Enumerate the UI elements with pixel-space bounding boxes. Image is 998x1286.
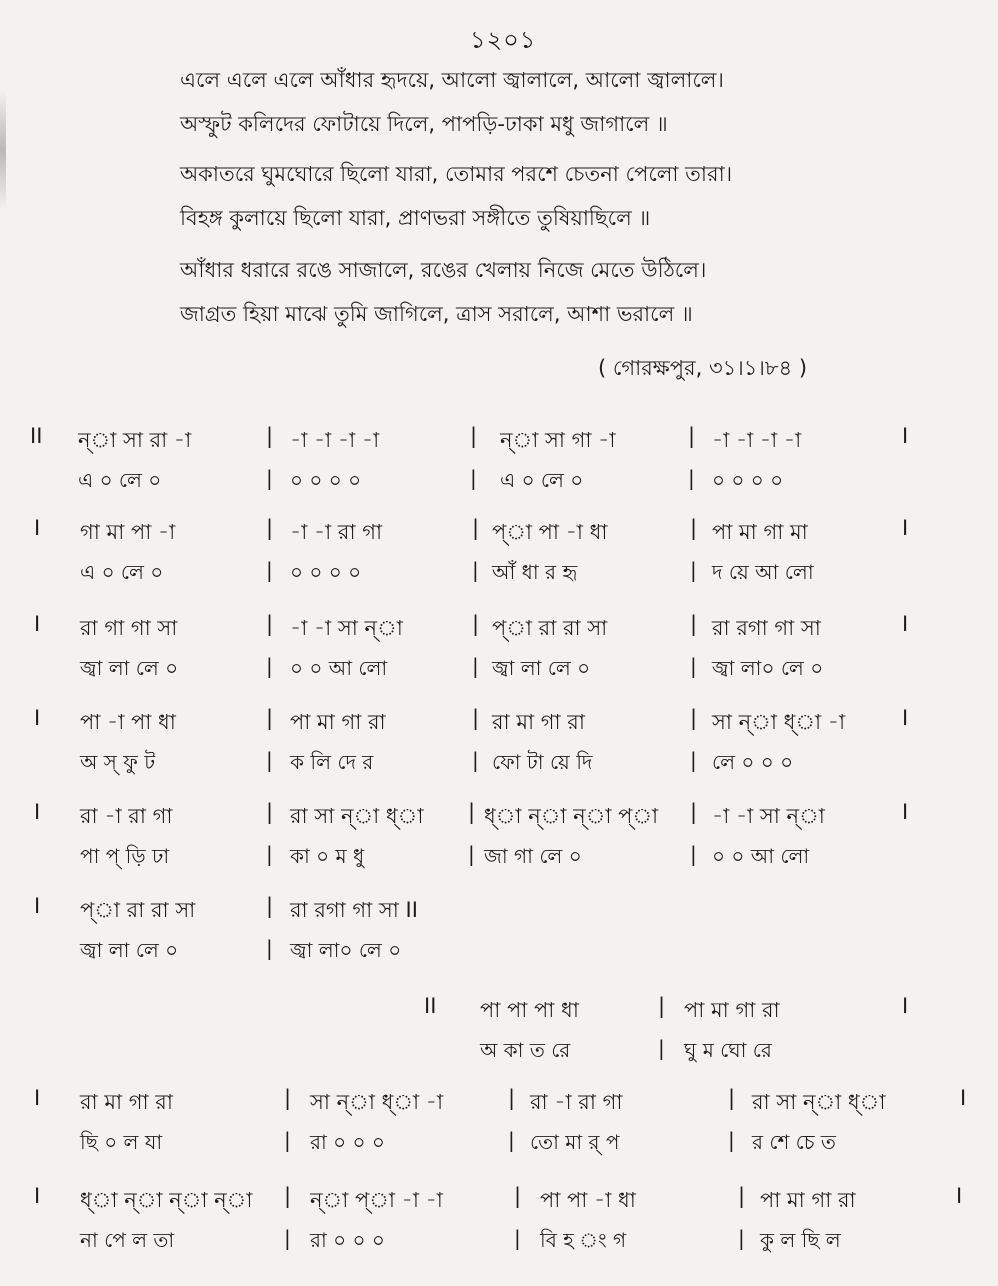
bar-line: | (728, 1086, 736, 1110)
lyric-syllables: লে ০ ০ ০ (712, 750, 794, 774)
swara-group: পা মা গা মা (712, 520, 808, 544)
bar-end-sign: I (956, 1184, 963, 1208)
bar-line: | (266, 800, 274, 824)
bar-line: | (514, 1226, 521, 1250)
swara-group: ন্‌া প্‌া -া -া (310, 1188, 443, 1212)
bar-line: | (470, 424, 478, 448)
bar-line: | (690, 516, 698, 540)
swara-group: -া -া রা গা (290, 520, 383, 544)
swara-group: পা পা -া ধা (540, 1188, 636, 1212)
swara-group: পা মা গা রা (290, 710, 386, 734)
bar-line: | (472, 654, 479, 678)
swara-group: পা মা গা রা (760, 1188, 856, 1212)
swara-group: -া -া সা ন্‌া (712, 804, 825, 828)
lyric-syllables: ক লি দে র (290, 750, 374, 774)
swara-group: -া -া সা ন্‌া (290, 616, 403, 640)
swara-group: রা -া রা গা (530, 1090, 623, 1114)
bar-end-sign: I (902, 516, 909, 540)
lyric-syllables: না পে ল তা (80, 1228, 175, 1252)
lyric-syllables: জ্বা লা লে ০ (80, 656, 179, 680)
lyric-syllables: অ স্ ফু ট (80, 750, 156, 774)
notation-row (0, 1086, 998, 1154)
bar-line: | (690, 706, 698, 730)
swara-group: রা মা গা রা (492, 710, 585, 734)
lyric-syllables: ০ ০ আ লো (290, 656, 388, 680)
bar-line: | (728, 1128, 735, 1152)
bar-line: | (690, 612, 698, 636)
bar-end-sign: I (902, 612, 909, 636)
bar-line: | (688, 466, 695, 490)
bar-line: | (738, 1184, 746, 1208)
repeat-sign: II (30, 424, 43, 448)
repeat-sign: I (34, 1184, 41, 1208)
page-number: ১২০১ (470, 26, 537, 54)
lyric-syllables: জ্বা লা লে ০ (492, 656, 591, 680)
bar-line: | (266, 654, 273, 678)
lyric-syllables: এ ০ লে ০ (80, 560, 164, 584)
swara-group: পা পা পা ধা (480, 998, 579, 1022)
bar-line: | (472, 558, 479, 582)
swara-group: -া -া -া -া (290, 428, 380, 452)
source-date: ( গোরক্ষপুর, ৩১।১।৮৪ ) (598, 356, 808, 380)
bar-line: | (472, 706, 480, 730)
repeat-sign: I (34, 612, 41, 636)
notation-row (0, 706, 998, 774)
lyric-line: এলে এলে এলে আঁধার হৃদয়ে, আলো জ্বালালে, আলো জ্বালালে। (180, 68, 724, 92)
notation-row (0, 516, 998, 584)
swara-group: গা মা পা -া (80, 520, 176, 544)
notation-row (0, 994, 998, 1062)
lyric-syllables: জা গা লে ০ (484, 844, 582, 868)
bar-line: | (468, 800, 476, 824)
swara-group: ধ্‌া ন্‌া ন্‌া প্‌া (484, 804, 659, 828)
repeat-sign: I (34, 800, 41, 824)
notation-row (0, 1184, 998, 1252)
bar-line: | (690, 558, 697, 582)
bar-line: | (508, 1086, 516, 1110)
bar-line: | (266, 516, 274, 540)
bar-line: | (266, 558, 273, 582)
lyric-syllables: এ ০ লে ০ (500, 468, 584, 492)
lyric-syllables: রা ০ ০ ০ (310, 1228, 385, 1252)
notation-row (0, 894, 998, 962)
lyric-syllables: ফো টা য়ে দি (492, 750, 593, 774)
bar-end-sign: I (902, 424, 909, 448)
bar-line: | (284, 1226, 291, 1250)
repeat-sign: I (34, 706, 41, 730)
swara-group: রা রগা গা সা (712, 616, 821, 640)
bar-line: | (658, 1036, 665, 1060)
bar-line: | (468, 842, 475, 866)
bar-line: | (690, 748, 697, 772)
bar-line: | (690, 800, 698, 824)
bar-line: | (266, 894, 274, 918)
lyric-line: অকাতরে ঘুমঘোরে ছিলো যারা, তোমার পরশে চেতনা পেলো তারা। (180, 162, 733, 186)
scan-edge-shadow (0, 90, 6, 210)
bar-end-sign: I (902, 800, 909, 824)
bar-line: | (514, 1184, 522, 1208)
swara-group: প্‌া রা রা সা (492, 616, 608, 640)
lyric-syllables: ছি ০ ল যা (80, 1130, 163, 1154)
bar-line: | (266, 842, 273, 866)
bar-line: | (284, 1086, 292, 1110)
bar-line: | (688, 424, 696, 448)
bar-line: | (690, 842, 697, 866)
lyric-syllables: জ্বা লা০ লে ০ (712, 656, 824, 680)
lyric-syllables: আঁ ধা র হৃ (492, 560, 578, 584)
lyric-syllables: বি হ ং গ (540, 1228, 627, 1252)
bar-line: | (472, 516, 480, 540)
bar-line: | (266, 936, 273, 960)
lyric-syllables: জ্বা লা০ লে ০ (290, 938, 402, 962)
bar-line: | (284, 1184, 292, 1208)
bar-line: | (472, 612, 480, 636)
bar-line: | (266, 466, 273, 490)
swara-group: ধ্‌া ন্‌া ন্‌া ন্‌া (80, 1188, 253, 1212)
swara-group: রা -া রা গা (80, 804, 173, 828)
lyric-syllables: জ্বা লা লে ০ (80, 938, 179, 962)
bar-end-sign: I (960, 1086, 967, 1110)
swara-group: রা রগা গা সা II (290, 898, 418, 922)
bar-line: | (266, 612, 274, 636)
swara-group: রা মা গা রা (80, 1090, 173, 1114)
lyric-line: বিহঙ্গ কুলায়ে ছিলো যারা, প্রাণভরা সঙ্গীতে তুষিয়াছিলে ॥ (180, 206, 651, 230)
lyric-syllables: ০ ০ ০ ০ (290, 560, 362, 584)
bar-line: | (472, 748, 479, 772)
swara-group: সা ন্‌া ধ্‌া -া (712, 710, 846, 734)
bar-line: | (690, 654, 697, 678)
swara-group: রা সা ন্‌া ধ্‌া (752, 1090, 886, 1114)
swara-group: রা গা গা সা (80, 616, 178, 640)
lyric-syllables: পা প্ ড়ি ঢা (80, 844, 170, 868)
bar-line: | (266, 748, 273, 772)
swara-group: প্‌া পা -া ধা (492, 520, 608, 544)
bar-line: | (266, 424, 274, 448)
bar-line: | (658, 994, 666, 1018)
lyric-syllables: র শে চে ত (752, 1130, 836, 1154)
lyric-syllables: রা ০ ০ ০ (310, 1130, 385, 1154)
bar-line: | (508, 1128, 515, 1152)
lyric-syllables: ঘু ম ঘো রে (684, 1038, 772, 1062)
lyric-syllables: এ ০ লে ০ (78, 468, 162, 492)
lyric-line: আঁধার ধরারে রঙে সাজালে, রঙের খেলায় নিজে মেতে উঠিলে। (180, 258, 707, 282)
lyric-line: অস্ফুট কলিদের ফোটায়ে দিলে, পাপড়ি-ঢাকা মধু জাগালে ॥ (180, 112, 668, 136)
swara-group: প্‌া রা রা সা (80, 898, 196, 922)
lyric-syllables: ০ ০ আ লো (712, 844, 810, 868)
bar-line: | (470, 466, 477, 490)
notation-row (0, 800, 998, 868)
bar-end-sign: I (902, 706, 909, 730)
lyric-syllables: দ য়ে আ লো (712, 560, 814, 584)
swara-group: রা সা ন্‌া ধ্‌া (290, 804, 424, 828)
repeat-sign: I (34, 894, 41, 918)
bar-end-sign: I (902, 994, 909, 1018)
lyric-syllables: কু ল ছি ল (760, 1228, 841, 1252)
bar-line: | (738, 1226, 745, 1250)
swara-group: পা -া পা ধা (80, 710, 176, 734)
repeat-sign: I (34, 1086, 41, 1110)
lyric-syllables: তো মা র্ প (530, 1130, 620, 1154)
lyric-line: জাগ্রত হিয়া মাঝে তুমি জাগিলে, ত্রাস সরালে, আশা ভরালে ॥ (180, 302, 693, 326)
swara-group: -া -া -া -া (712, 428, 802, 452)
bar-line: | (284, 1128, 291, 1152)
repeat-sign: II (424, 994, 437, 1018)
lyric-syllables: কা ০ ম ধু (290, 844, 365, 868)
swara-group: ন্‌া সা গা -া (500, 428, 616, 452)
bar-line: | (266, 706, 274, 730)
swara-group: ন্‌া সা রা -া (78, 428, 192, 452)
swara-group: পা মা গা রা (684, 998, 780, 1022)
lyric-syllables: ০ ০ ০ ০ (712, 468, 784, 492)
notation-row (0, 424, 998, 492)
swara-group: সা ন্‌া ধ্‌া -া (310, 1090, 444, 1114)
notation-row (0, 612, 998, 680)
lyric-syllables: ০ ০ ০ ০ (290, 468, 362, 492)
repeat-sign: I (34, 516, 41, 540)
lyric-syllables: অ কা ত রে (480, 1038, 571, 1062)
